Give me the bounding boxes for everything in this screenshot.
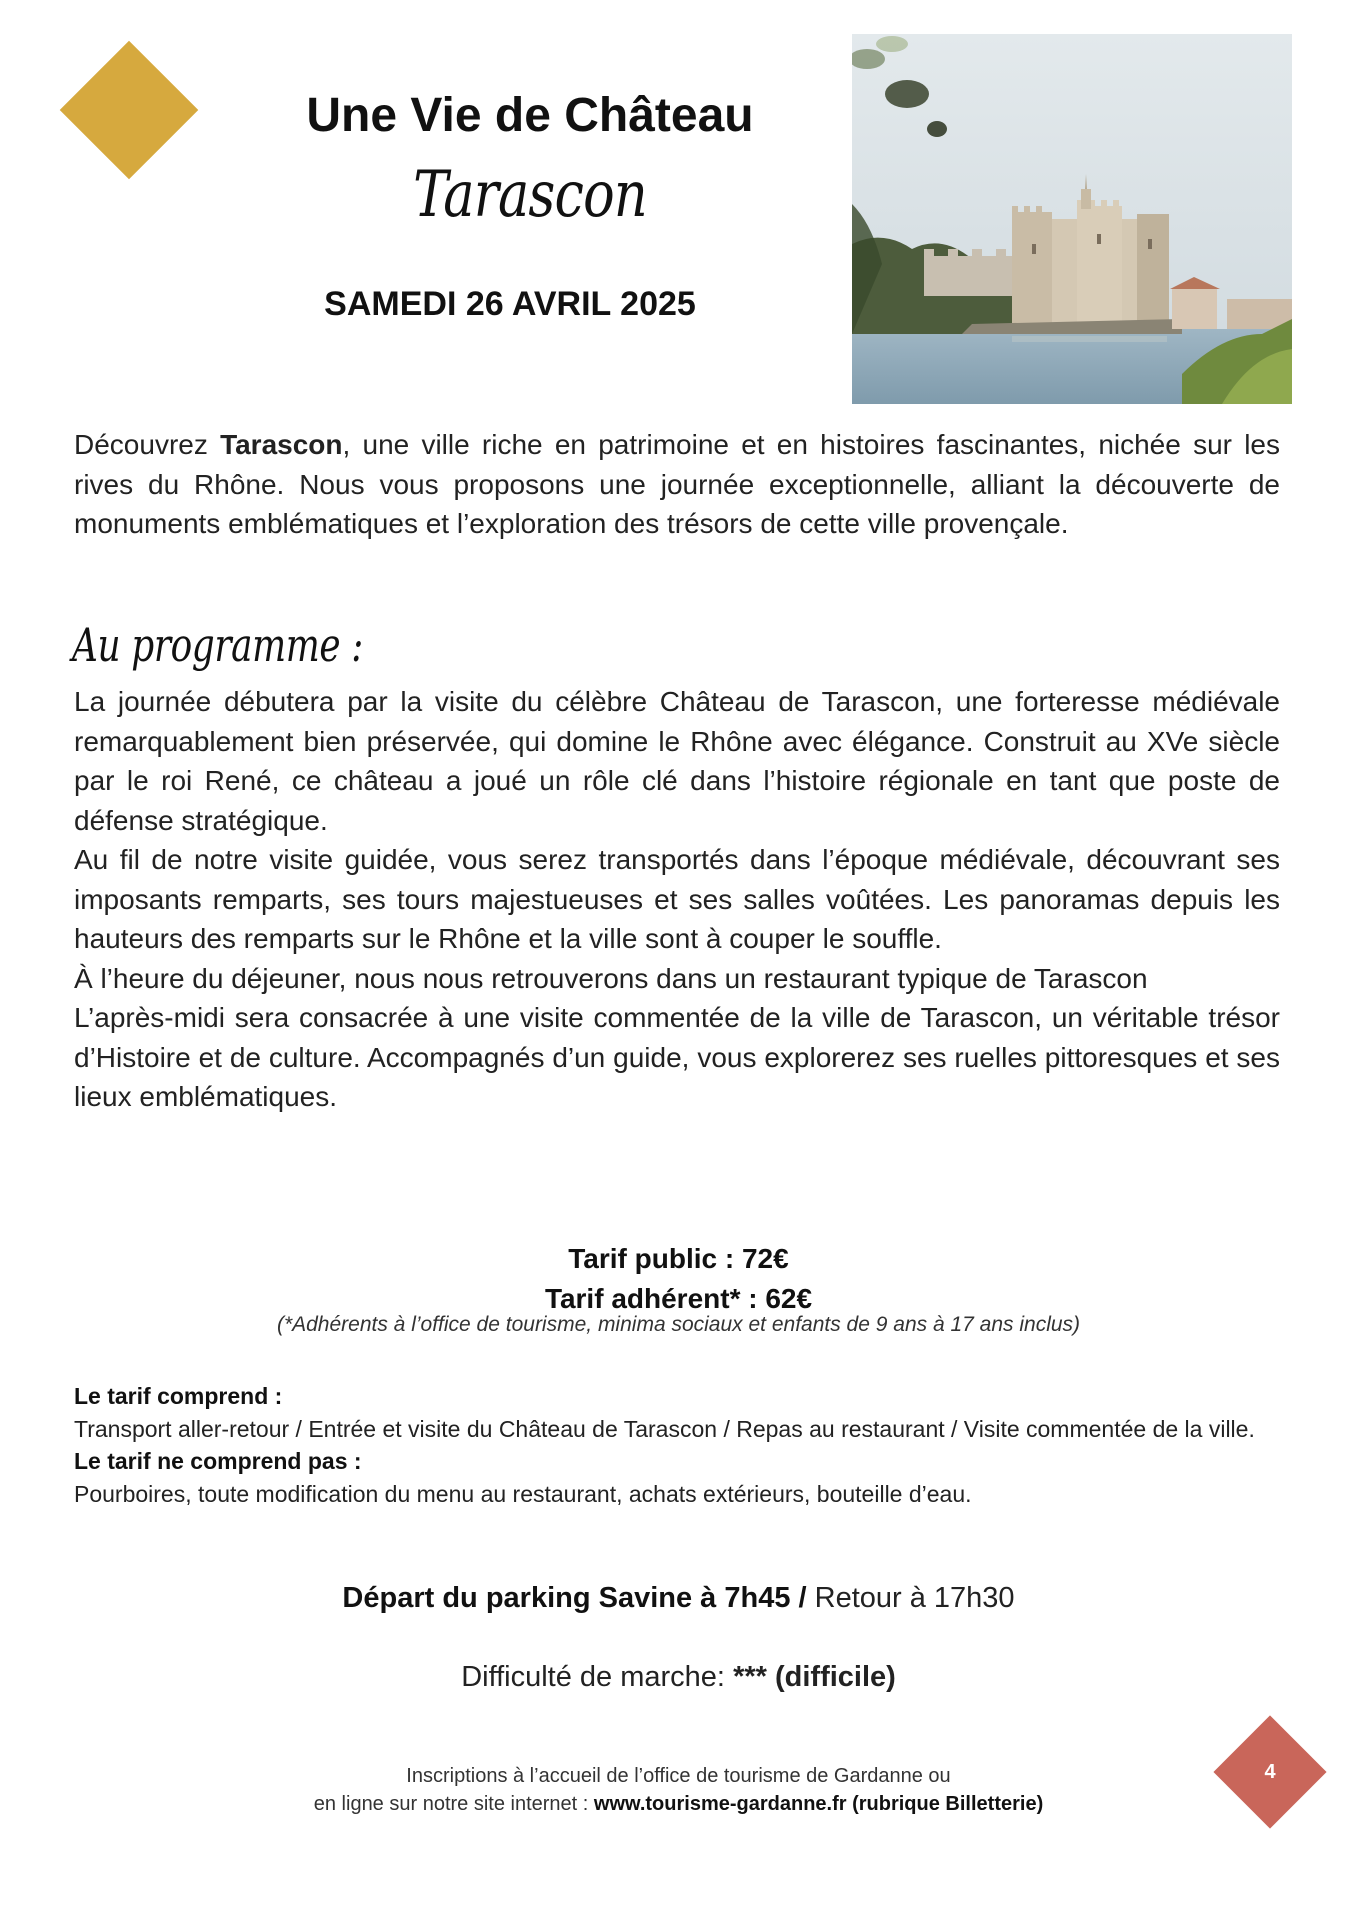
excluded-text: Pourboires, toute modification du menu au restaurant, achats extérieurs, bouteille d’eau. — [74, 1480, 972, 1507]
included-text: Transport aller-retour / Entrée et visite du Château de Tarascon / Repas au restaurant / Visite commentée de la ville. — [74, 1415, 1255, 1442]
footer-line-2 — [0, 1790, 1357, 1818]
programme-text — [74, 682, 1280, 1117]
difficulty-label: Difficulté de marche: — [461, 1661, 734, 1693]
intro-prefix: Découvrez — [74, 429, 221, 460]
programme-paragraph: À l’heure du déjeuner, nous nous retrouverons dans un restaurant typique de Tarascon — [74, 962, 1148, 994]
difficulty-value: *** (difficile) — [733, 1661, 896, 1693]
page-number: 4 — [1264, 1761, 1276, 1783]
difficulty-info — [0, 1661, 1357, 1694]
departure-time: Départ du parking Savine à 7h45 / — [342, 1582, 807, 1614]
excluded-heading: Le tarif ne comprend pas : — [74, 1448, 362, 1474]
intro-bold-city: Tarascon — [220, 429, 343, 460]
price-details — [74, 1380, 1260, 1510]
page-title: Une Vie de Château — [306, 89, 754, 142]
price-note: (*Adhérents à l’office de tourisme, minima sociaux et enfants de 9 ans à 17 ans inclus) — [276, 1313, 1081, 1336]
included-heading: Le tarif comprend : — [74, 1383, 283, 1409]
departure-info — [0, 1582, 1357, 1615]
return-time: Retour à 17h30 — [806, 1582, 1015, 1614]
page-number-badge — [1213, 1715, 1327, 1829]
castle-photo — [852, 34, 1292, 404]
event-date: SAMEDI 26 AVRIL 2025 — [324, 285, 696, 323]
intro-text: , une ville riche en patrimoine et en histoires fascinantes, nichée sur les rives du Rhône. Nous vous proposons une journée exceptionnelle, alliant la découverte de monuments emblématiques et l’exploration des trésors de cette ville provençale. — [74, 429, 1280, 539]
website-link[interactable]: www.tourisme-gardanne.fr (rubrique Billetterie) — [593, 1793, 1044, 1815]
footer-line-1: Inscriptions à l’accueil de l’office de tourisme de Gardanne ou — [406, 1765, 951, 1787]
footer-line-2-prefix: en ligne sur notre site internet : — [313, 1793, 594, 1815]
gold-diamond-decoration — [60, 41, 199, 180]
footer — [0, 1762, 1357, 1818]
programme-paragraph: La journée débutera par la visite du célèbre Château de Tarascon, une forteresse médiévale remarquablement bien préservée, qui domine le Rhône avec élégance. Construit au XVe siècle par le roi René, ce château a joué un rôle clé dans l’histoire régionale en tant que poste de défense stratégique. — [74, 686, 1280, 836]
public-price: Tarif public : 72€ — [568, 1243, 789, 1274]
member-price: Tarif adhérent* : 62€ — [544, 1283, 813, 1314]
page-subtitle: Tarascon — [413, 158, 647, 232]
programme-heading: Au programme : — [72, 618, 363, 672]
programme-paragraph: L’après-midi sera consacrée à une visite commentée de la ville de Tarascon, un véritable trésor d’Histoire et de culture. Accompagnés d’un guide, vous explorerez ses ruelles pittoresques et ses lieux emblématiques. — [74, 1002, 1280, 1112]
programme-paragraph: Au fil de notre visite guidée, vous serez transportés dans l’époque médiévale, découvrant ses imposants remparts, ses tours majestueuses et ses salles voûtées. Les panoramas depuis les hauteurs des remparts sur le Rhône et la ville sont à couper le souffle. — [74, 844, 1280, 954]
intro-paragraph — [74, 425, 1280, 544]
